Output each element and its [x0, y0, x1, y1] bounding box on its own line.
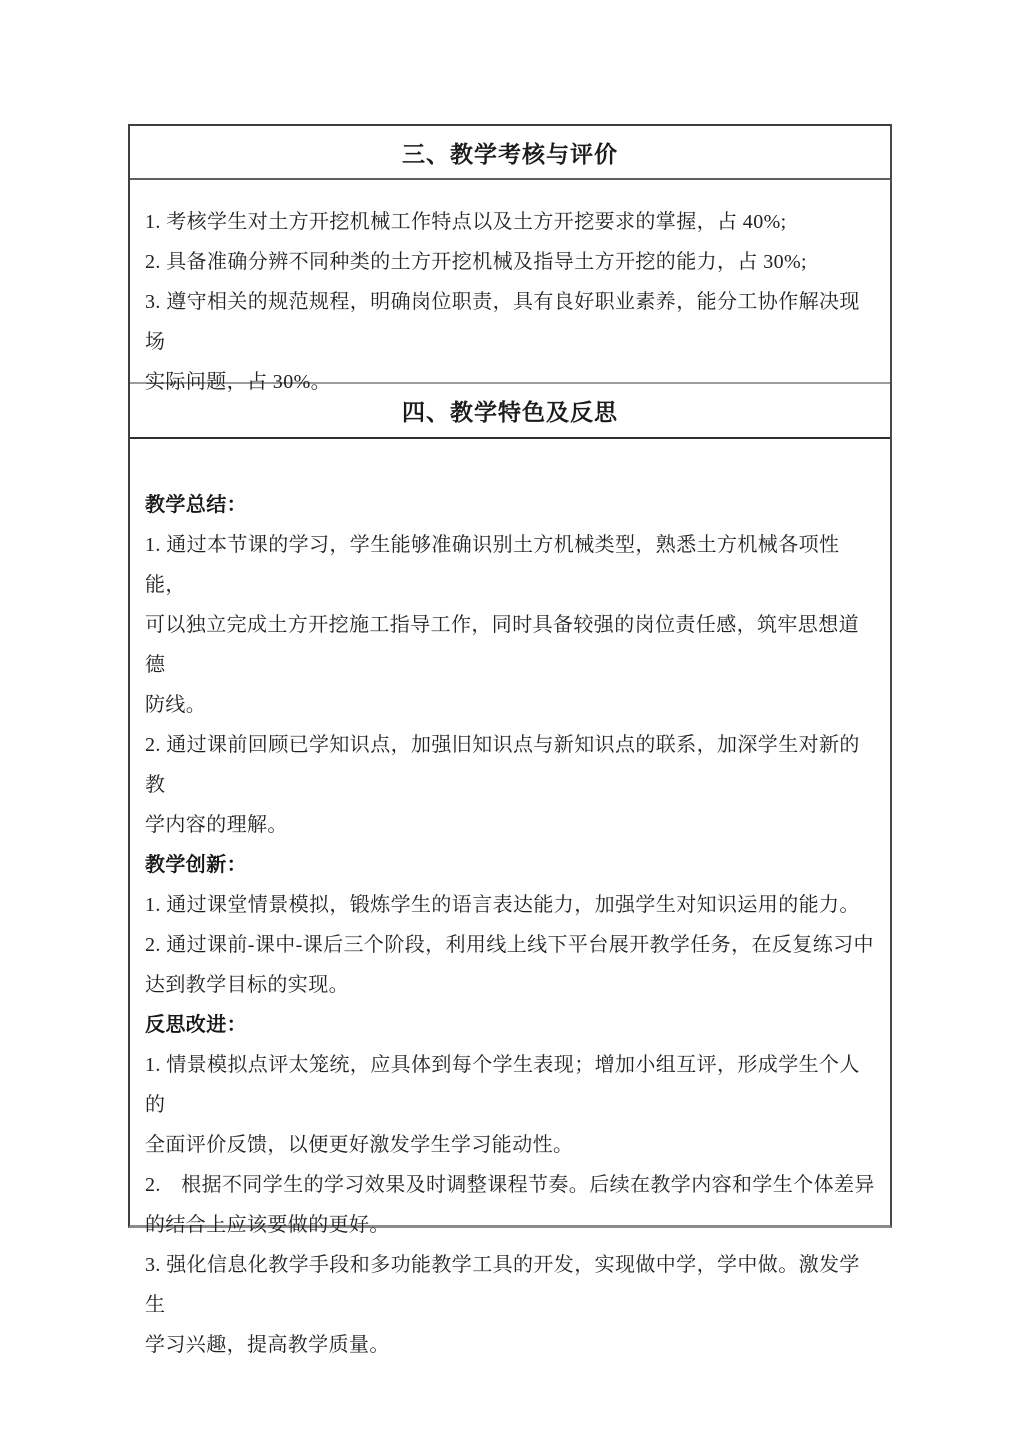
text-line: 实际问题，占 30%。: [145, 371, 332, 393]
subsection-label: 教学创新：: [145, 854, 247, 876]
text-line: 可以独立完成土方开挖施工指导工作，同时具备较强的岗位责任感，筑牢思想道德: [145, 614, 859, 676]
subsection-label: 反思改进：: [145, 1014, 247, 1036]
text-line: 学习兴趣，提高教学质量。: [145, 1334, 390, 1356]
text-line: 的结合上应该要做的更好。: [145, 1214, 390, 1236]
section-3-title: 三、教学考核与评价: [402, 141, 618, 167]
text-line: 2. 具备准确分辨不同种类的土方开挖机械及指导土方开挖的能力，占 30%;: [145, 251, 808, 273]
text-line: 全面评价反馈，以便更好激发学生学习能动性。: [145, 1134, 574, 1156]
section-3-body: [130, 180, 890, 393]
text-line: 3. 强化信息化教学手段和多功能教学工具的开发，实现做中学，学中做。激发学生: [145, 1254, 860, 1316]
lesson-plan-table: [128, 124, 892, 1356]
text-line: 学内容的理解。: [145, 814, 288, 836]
text-line: 2. 通过课前回顾已学知识点，加强旧知识点与新知识点的联系，加深学生对新的教: [145, 734, 860, 796]
subsection-label: 教学总结：: [145, 494, 247, 516]
text-line: 防线。: [145, 694, 207, 716]
text-line: 2. 根据不同学生的学习效果及时调整课程节奏。后续在教学内容和学生个体差异: [145, 1174, 875, 1196]
section-4-body: [130, 439, 890, 1356]
text-line: 2. 通过课前-课中-课后三个阶段，利用线上线下平台展开教学任务，在反复练习中: [145, 934, 874, 956]
section-3-header-row: [130, 126, 890, 180]
section-4-title: 四、教学特色及反思: [402, 400, 618, 425]
text-line: 3. 遵守相关的规范规程，明确岗位职责，具有良好职业素养，能分工协作解决现场: [145, 291, 860, 353]
text-line: 1. 考核学生对土方开挖机械工作特点以及土方开挖要求的掌握，占 40%;: [145, 211, 787, 233]
text-line: 1. 情景模拟点评太笼统，应具体到每个学生表现；增加小组互评，形成学生个人的: [145, 1054, 860, 1116]
text-line: 1. 通过课堂情景模拟，锻炼学生的语言表达能力，加强学生对知识运用的能力。: [145, 894, 860, 916]
text-line: 1. 通过本节课的学习，学生能够准确识别土方机械类型，熟悉土方机械各项性能，: [145, 534, 840, 596]
text-line: 达到教学目标的实现。: [145, 974, 349, 996]
